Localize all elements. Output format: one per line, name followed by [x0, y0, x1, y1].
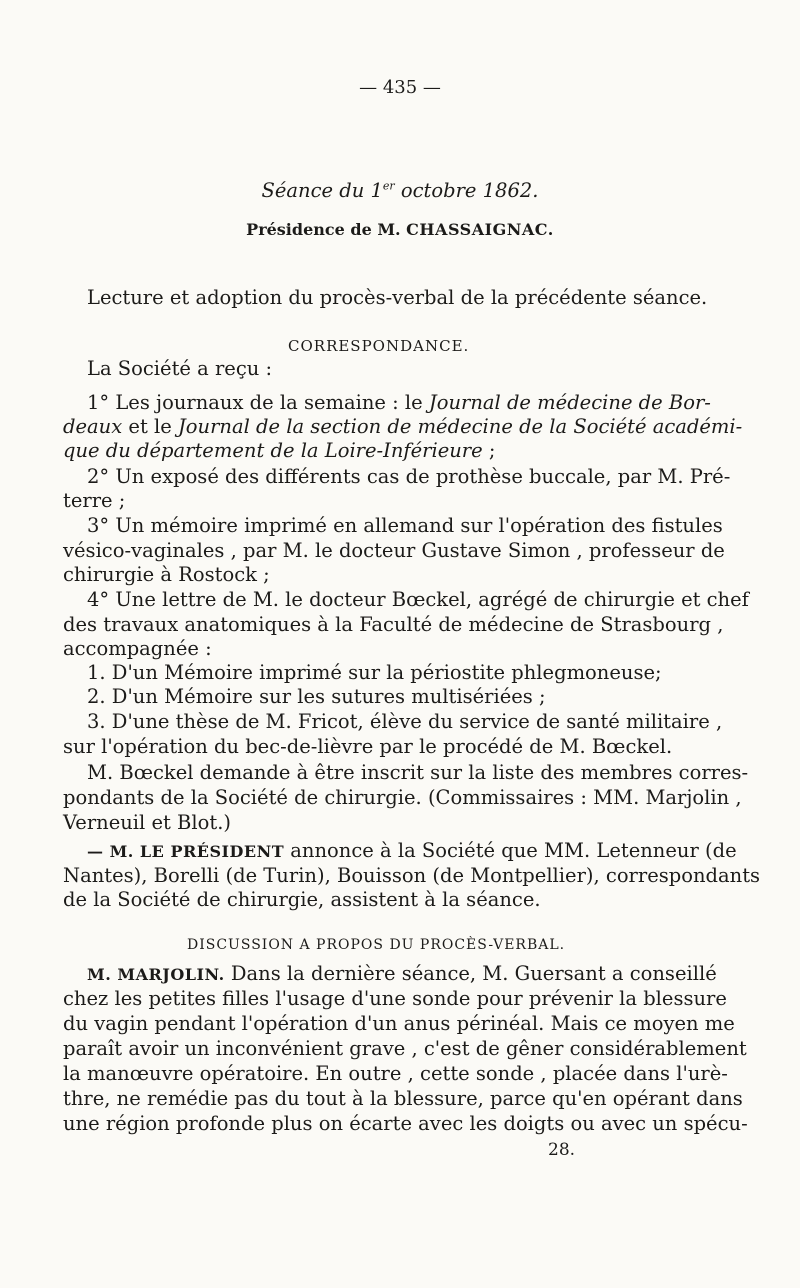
- sub-item-1: 1. D'un Mémoire imprimé sur la périostite phlegmoneuse;: [87, 661, 662, 684]
- item1-a-text: 1° Les journaux de la semaine : le: [87, 391, 429, 414]
- sub-item-2: 2. D'un Mémoire sur les sutures multisériées ;: [87, 685, 546, 708]
- presidence-m: M.: [377, 220, 401, 239]
- item1-b-mid: et le: [122, 415, 178, 438]
- item1-b-italic2: Journal de la section de médecine de la Société académi-: [177, 415, 743, 438]
- item3-line-a: 3° Un mémoire imprimé en allemand sur l'opération des fistules: [87, 514, 723, 537]
- marjolin-line-c: du vagin pendant l'opération d'un anus périnéal. Mais ce moyen me: [63, 1012, 735, 1035]
- presidence-name: CHASSAIGNAC.: [406, 220, 554, 239]
- marjolin-line-g: une région profonde plus on écarte avec les doigts ou avec un spécu-: [63, 1112, 748, 1135]
- seance-title-post: octobre 1862.: [394, 178, 539, 202]
- signature-mark: 28.: [548, 1140, 576, 1160]
- boeckel-line-c: Verneuil et Blot.): [63, 811, 232, 834]
- boeckel-line-a: M. Bœckel demande à être inscrit sur la liste des membres corres-: [87, 761, 749, 784]
- item1-c-end: ;: [482, 439, 496, 462]
- item3-line-b: vésico-vaginales , par M. le docteur Gustave Simon , professeur de: [63, 539, 725, 562]
- item2-line-a: 2° Un exposé des différents cas de prothèse buccale, par M. Pré-: [87, 465, 731, 488]
- marjolin-line-b: chez les petites filles l'usage d'une sonde pour prévenir la blessure: [63, 987, 727, 1010]
- lecture-line: Lecture et adoption du procès-verbal de la précédente séance.: [87, 286, 708, 309]
- marjolin-line-a: [87, 962, 717, 987]
- item4-line-b: des travaux anatomiques à la Faculté de médecine de Strasbourg ,: [63, 613, 724, 636]
- sub-item-3-line-b: sur l'opération du bec-de-lièvre par le procédé de M. Bœckel.: [63, 735, 673, 758]
- marjolin-lead: M. MARJOLIN.: [87, 965, 225, 984]
- marjolin-line-f: thre, ne remédie pas du tout à la blessure, parce qu'en opérant dans: [63, 1087, 743, 1110]
- seance-title-pre: Séance du 1: [261, 178, 383, 202]
- president-line-c: de la Société de chirurgie, assistent à la séance.: [63, 888, 541, 911]
- item4-line-a: 4° Une lettre de M. le docteur Bœckel, agrégé de chirurgie et chef: [87, 588, 749, 611]
- item4-line-c: accompagnée :: [63, 637, 212, 660]
- societe-recu: La Société a reçu :: [87, 357, 273, 380]
- seance-title-sup: er: [382, 179, 395, 192]
- presidence-prefix: Présidence de: [246, 220, 378, 239]
- item3-line-c: chirurgie à Rostock ;: [63, 563, 270, 586]
- item1-a-italic: Journal de médecine de Bor-: [428, 391, 711, 414]
- presidence-line: [0, 218, 800, 242]
- seance-title: [0, 174, 800, 203]
- president-line-a: [87, 839, 737, 864]
- marjolin-line-e: la manœuvre opératoire. En outre , cette sonde , placée dans l'urè-: [63, 1062, 728, 1085]
- item1-c-italic: que du département de la Loire-Inférieure: [63, 439, 483, 462]
- discussion-heading: DISCUSSION A PROPOS DU PROCÈS-VERBAL.: [187, 937, 566, 953]
- president-a-text: annonce à la Société que MM. Letenneur (de: [284, 839, 737, 862]
- correspondance-heading: CORRESPONDANCE.: [288, 337, 470, 355]
- president-line-b: Nantes), Borelli (de Turin), Bouisson (de Montpellier), correspondants: [63, 864, 761, 887]
- item1-line-a: [87, 391, 711, 415]
- item1-line-b: [63, 415, 743, 439]
- marjolin-a-text: Dans la dernière séance, M. Guersant a conseillé: [224, 962, 717, 985]
- president-lead: — M. LE PRÉSIDENT: [87, 842, 285, 861]
- marjolin-line-d: paraît avoir un inconvénient grave , c'est de gêner considérablement: [63, 1037, 747, 1060]
- boeckel-line-b: pondants de la Société de chirurgie. (Commissaires : MM. Marjolin ,: [63, 786, 742, 809]
- page-number: — 435 —: [359, 77, 441, 98]
- item1-b-italic1: deaux: [63, 415, 123, 438]
- item1-line-c: [63, 439, 495, 463]
- sub-item-3-line-a: 3. D'une thèse de M. Fricot, élève du service de santé militaire ,: [87, 710, 723, 733]
- item2-line-b: terre ;: [63, 489, 126, 512]
